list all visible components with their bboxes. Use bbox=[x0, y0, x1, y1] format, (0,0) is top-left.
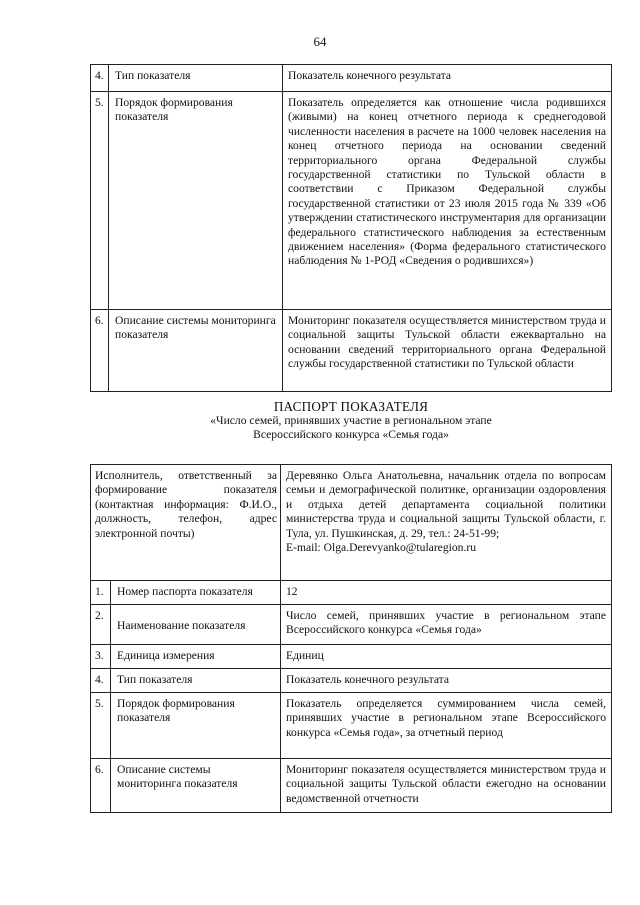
row-value: Показатель определяется суммированием числа семей, принявших участие в региональном этапе Всероссийского конкурса «Семья года», за отчетный период bbox=[281, 693, 612, 759]
row-number: 1. bbox=[91, 581, 111, 605]
executor-label: Исполнитель, ответственный за формирование показателя (контактная информация: Ф.И.О., должность, телефон, адрес электронной почты) bbox=[91, 465, 281, 581]
executor-value bbox=[281, 465, 612, 581]
row-value: Мониторинг показателя осуществляется министерством труда и социальной защиты Тульской области ежеквартально на основании сведений территориального органа Федеральной службы государственной статистики по Тульской области bbox=[283, 310, 612, 392]
row-value: Показатель конечного результата bbox=[281, 669, 612, 693]
row-number: 6. bbox=[91, 759, 111, 813]
row-label: Описание системы мониторинга показателя bbox=[111, 759, 281, 813]
passport-heading bbox=[90, 400, 612, 442]
indicator-passport-table bbox=[90, 464, 612, 813]
row-number: 3. bbox=[91, 645, 111, 669]
table-row bbox=[91, 759, 612, 813]
row-number: 2. bbox=[91, 605, 111, 645]
row-number: 5. bbox=[91, 693, 111, 759]
page-number: 64 bbox=[313, 34, 327, 49]
row-label: Порядок формирования показателя bbox=[109, 92, 283, 310]
row-label: Тип показателя bbox=[111, 669, 281, 693]
passport-title: ПАСПОРТ ПОКАЗАТЕЛЯ bbox=[273, 399, 429, 414]
table-row bbox=[91, 645, 612, 669]
row-value: 12 bbox=[281, 581, 612, 605]
row-label: Описание системы мониторинга показателя bbox=[109, 310, 283, 392]
row-number: 4. bbox=[91, 669, 111, 693]
row-label: Номер паспорта показателя bbox=[111, 581, 281, 605]
row-label: Тип показателя bbox=[109, 65, 283, 92]
indicator-table-continued bbox=[90, 64, 612, 392]
table-row bbox=[91, 605, 612, 645]
row-label: Единица измерения bbox=[111, 645, 281, 669]
table-row bbox=[91, 92, 612, 310]
passport-subtitle-line2: Всероссийского конкурса «Семья года» bbox=[253, 428, 449, 441]
row-label: Наименование показателя bbox=[111, 605, 281, 645]
row-value: Мониторинг показателя осуществляется министерством труда и социальной защиты Тульской области ежегодно на основании ведомственной отчетности bbox=[281, 759, 612, 813]
row-value: Число семей, принявших участие в региональном этапе Всероссийского конкурса «Семья года» bbox=[281, 605, 612, 645]
row-value: Показатель определяется как отношение числа родившихся (живыми) на конец отчетного периода к среднегодовой численности населения в расчете на 1000 человек населения на конец отчетного периода на основании сведений территориального органа Федеральной службы государственной статистики по Тульской области в соответствии с Приказом Федеральной службы государственной статистики от 23 июля 2015 года № 339 «Об утверждении статистического инструментария для организации федерального статистического наблюдения за естественным движением населения» (Форма федерального статистического наблюдения № 1-РОД «Сведения о родившихся») bbox=[283, 92, 612, 310]
row-value: Показатель конечного результата bbox=[283, 65, 612, 92]
table-row bbox=[91, 310, 612, 392]
executor-email: E-mail: Olga.Derevyanko@tularegion.ru bbox=[286, 541, 476, 555]
table-row bbox=[91, 669, 612, 693]
passport-subtitle-line1: «Число семей, принявших участие в региональном этапе bbox=[210, 414, 492, 427]
row-number: 4. bbox=[91, 65, 109, 92]
executor-details: Деревянко Ольга Анатольевна, начальник отдела по вопросам семьи и демографической политике, организации оздоровления и отдыха детей департамента социальной политики министерства труда и социальной защиты Тульской области, г. Тула, ул. Пушкинская, д. 29, тел.: 24-51-99; bbox=[286, 469, 606, 540]
table-row bbox=[91, 581, 612, 605]
table-row bbox=[91, 65, 612, 92]
row-number: 6. bbox=[91, 310, 109, 392]
row-number: 5. bbox=[91, 92, 109, 310]
row-label: Порядок формирования показателя bbox=[111, 693, 281, 759]
row-value: Единиц bbox=[281, 645, 612, 669]
table-row bbox=[91, 693, 612, 759]
table-row-executor bbox=[91, 465, 612, 581]
